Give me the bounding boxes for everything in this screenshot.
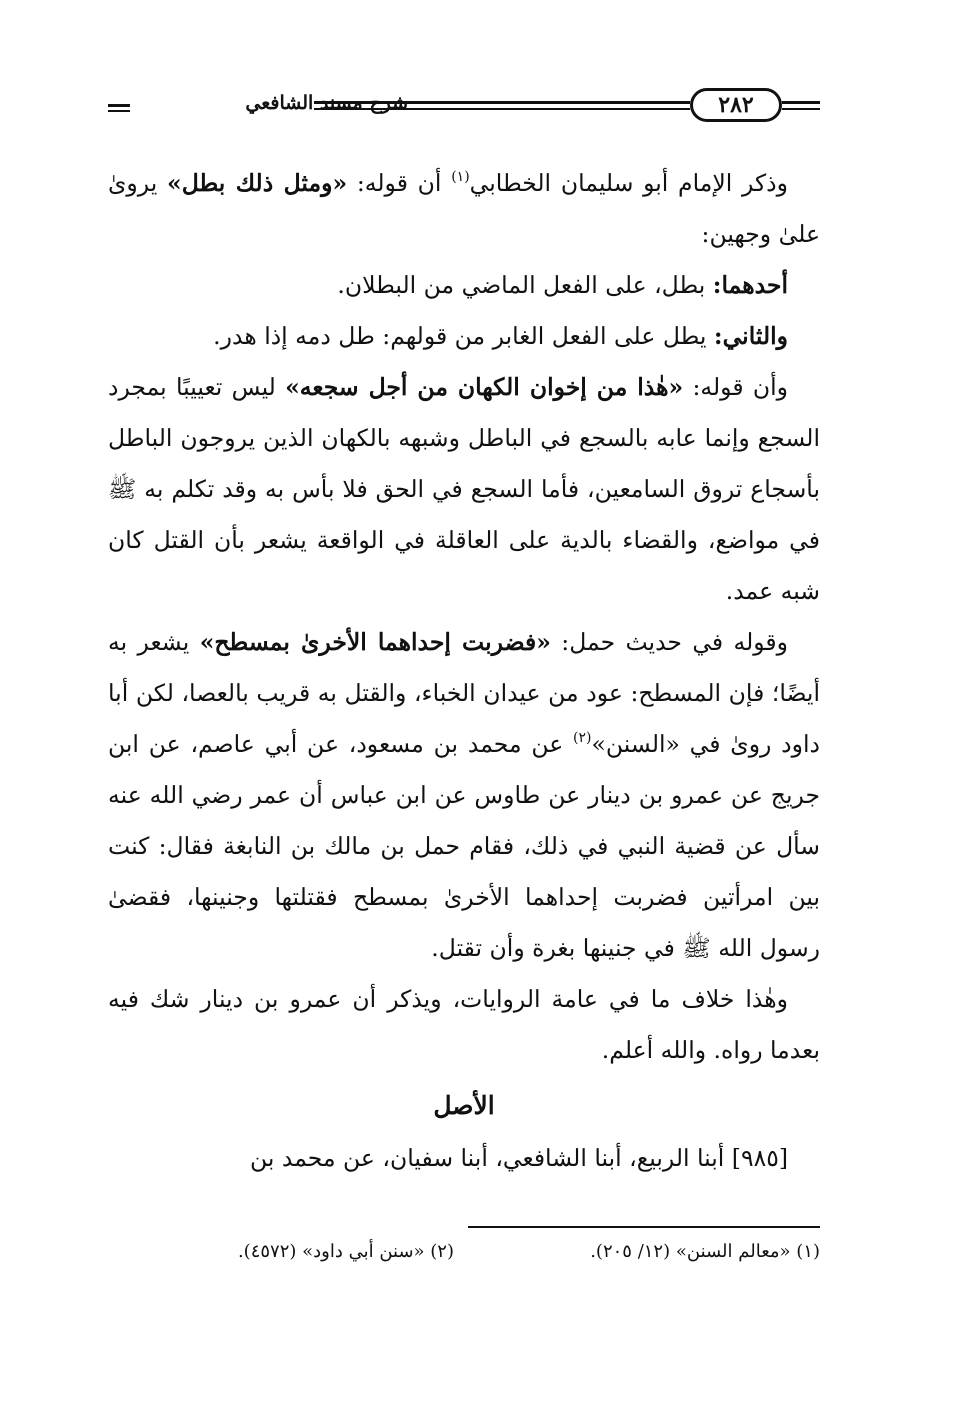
- footnote-1: (١) «معالم السنن» (١٢/ ٢٠٥).: [590, 1241, 820, 1262]
- p3-label: والثاني:: [713, 322, 788, 350]
- p4-text-b: ليس تعييبًا بمجرد السجع وإنما عابه بالسجع في الباطل وشبهه بالكهان الذين يروجون الباطل بأسجاع تروق السامعين، فأما السجع في الحق فلا بأس به وقد تكلم به ﷺ في مواضع، والقضاء بالدية على العاقلة في الواقعة يشعر بأن القتل كان شبه عمد.: [108, 373, 820, 605]
- p5-text-c: عن محمد بن مسعود، عن أبي عاصم، عن ابن جريج عن عمرو بن دينار عن طاوس عن ابن عباس أن عمر رضي الله عنه سأل عن قضية النبي في ذلك، فقام حمل بن مالك بن النابغة فقال: كنت بين امرأتين فضربت إحداهما الأخرىٰ بمسطح فقتلتها وجنينها، فقضىٰ رسول الله ﷺ في جنينها بغرة وأن تقتل.: [108, 730, 820, 962]
- p1-text-b: أن قوله:: [347, 169, 452, 197]
- header-rule-right-2: [782, 108, 820, 110]
- header-rule-left-2: [108, 110, 130, 112]
- page-header: [108, 86, 820, 130]
- paragraph-1: [108, 158, 820, 260]
- header-rule-right: [782, 101, 820, 104]
- body-text: [108, 158, 820, 1184]
- p4-quote: «هٰذا من إخوان الكهان من أجل سجعه»: [285, 373, 684, 401]
- paragraph-6: وهٰذا خلاف ما في عامة الروايات، ويذكر أن عمرو بن دينار شك فيه بعدما رواه. والله أعلم.: [108, 985, 820, 1064]
- p5-quote: «فضربت إحداهما الأخرىٰ بمسطح»: [199, 628, 551, 656]
- p1-quote: «ومثل ذلك بطل»: [167, 169, 348, 197]
- p1-text-a: وذكر الإمام أبو سليمان الخطابي: [469, 169, 788, 197]
- footnotes: [108, 1236, 820, 1272]
- footnote-ref-2: (٢): [573, 730, 592, 746]
- paragraph-5: [108, 617, 820, 974]
- p1-text-c: يروىٰ علىٰ وجهين:: [108, 169, 820, 248]
- paragraph-4: [108, 362, 820, 617]
- paragraph-3: [108, 311, 820, 362]
- footnote-separator: [468, 1226, 820, 1228]
- p3-text: يطل على الفعل الغابر من قولهم: طل دمه إذا هدر.: [213, 322, 714, 350]
- footnote-2: (٢) «سنن أبي داود» (٤٥٧٢).: [237, 1241, 454, 1262]
- footnote-ref-1: (١): [451, 169, 470, 185]
- p2-label: أحدهما:: [712, 271, 788, 299]
- p5-text-a: وقوله في حديث حمل:: [550, 628, 788, 656]
- paragraph-7: [٩٨٥] أبنا الربيع، أبنا الشافعي، أبنا سفيان، عن محمد بن: [249, 1144, 788, 1172]
- p2-text: بطل، على الفعل الماضي من البطلان.: [337, 271, 713, 299]
- paragraph-2: [108, 260, 820, 311]
- header-rule-left: [108, 104, 130, 107]
- page-number: ٢٨٢: [690, 88, 782, 122]
- p4-text-a: وأن قوله:: [683, 373, 788, 401]
- p5-text-b: يشعر به أيضًا؛ فإن المسطح: عود من عيدان الخباء، والقتل به قريب بالعصا، لكن أبا داود روىٰ في «السنن»: [108, 628, 820, 758]
- running-title: شرح مسند الشافعي: [245, 92, 408, 114]
- section-title: الأصل: [433, 1091, 495, 1120]
